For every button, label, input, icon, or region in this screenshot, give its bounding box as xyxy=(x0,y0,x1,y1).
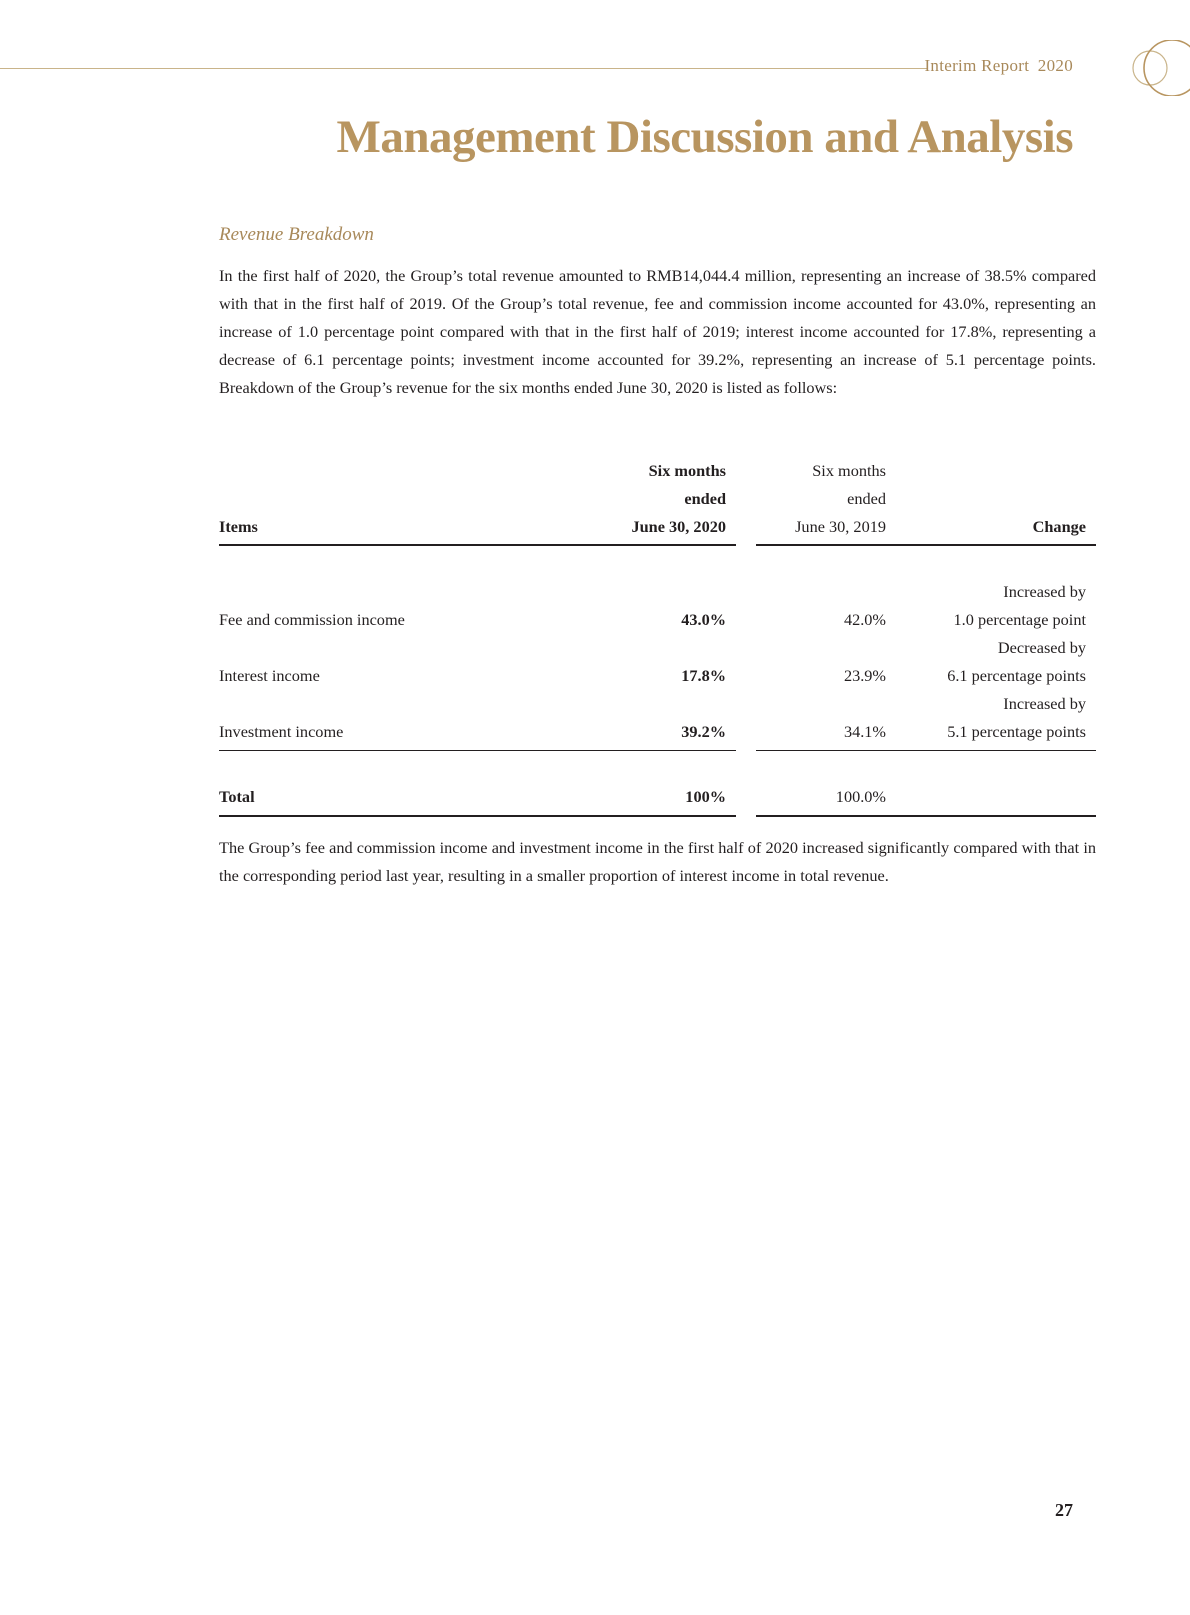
row-value-2019: 34.1% xyxy=(756,690,896,751)
row-value-2019: 23.9% xyxy=(843,666,886,685)
table-header-row xyxy=(219,457,1096,485)
row-change xyxy=(896,578,1096,634)
row-item: Investment income xyxy=(219,690,589,751)
row-change-line2: 6.1 percentage points xyxy=(947,666,1086,685)
row-change-line1: Increased by xyxy=(1003,582,1086,601)
table-row xyxy=(219,634,1096,690)
page-number: 27 xyxy=(1055,1500,1073,1520)
report-label xyxy=(924,56,1073,76)
row-value-2020: 39.2% xyxy=(589,690,736,751)
row-item: Fee and commission income xyxy=(219,610,405,629)
row-value-2019: 42.0% xyxy=(843,610,886,629)
row-change-line2: 1.0 percentage point xyxy=(953,610,1086,629)
intro-paragraph: In the first half of 2020, the Group’s total revenue amounted to RMB14,044.4 million, representing an increase of 38.5% compared with that in the first half of 2019. Of the Group’s total revenue, fee and commission income accounted for 43.0%, representing an increase of 1.0 percentage point compared with that in the first half of 2019; interest income accounted for 17.8%, representing a decrease of 6.1 percentage points; investment income accounted for 39.2%, representing an increase of 5.1 percentage points. Breakdown of the Group’s revenue for the six months ended June 30, 2020 is listed as follows: xyxy=(219,266,1096,397)
row-change xyxy=(896,690,1096,751)
row-change-line1: Decreased by xyxy=(997,638,1086,657)
row-change-line1: Increased by xyxy=(1003,694,1086,713)
table-header-row xyxy=(219,513,1096,545)
header-2019-line3: June 30, 2019 xyxy=(756,513,896,545)
section-title: Revenue Breakdown xyxy=(219,224,374,245)
table-total-row xyxy=(219,783,1096,816)
header-2020-line1: Six months xyxy=(648,461,726,480)
table-header-row xyxy=(219,485,1096,513)
header-2019-line1: Six months xyxy=(812,461,886,480)
table-row xyxy=(219,690,1096,751)
row-item: Interest income xyxy=(219,666,320,685)
decorative-circles-icon xyxy=(1128,40,1190,96)
total-value-2019: 100.0% xyxy=(756,783,896,816)
header-2020-line3: June 30, 2020 xyxy=(589,513,736,545)
report-label-text: Interim Report xyxy=(924,56,1030,75)
header-2020-line2: ended xyxy=(684,489,726,508)
header-rule xyxy=(0,68,928,69)
total-label: Total xyxy=(219,783,589,816)
header-change: Change xyxy=(896,513,1096,545)
table-row xyxy=(219,578,1096,634)
header-2019-line2: ended xyxy=(847,489,886,508)
total-value-2020: 100% xyxy=(589,783,736,816)
conclusion-paragraph: The Group’s fee and commission income and investment income in the first half of 2020 increased significantly compared with that in the corresponding period last year, resulting in a smaller proportion of interest income in total revenue. xyxy=(219,838,1096,885)
row-value-2020: 43.0% xyxy=(681,610,726,629)
page-title: Management Discussion and Analysis xyxy=(336,111,1073,163)
revenue-breakdown-table xyxy=(219,457,1096,817)
row-value-2020: 17.8% xyxy=(681,666,726,685)
row-change xyxy=(896,634,1096,690)
row-change-line2: 5.1 percentage points xyxy=(947,722,1086,741)
header-items: Items xyxy=(219,513,589,545)
report-year: 2020 xyxy=(1037,56,1073,75)
